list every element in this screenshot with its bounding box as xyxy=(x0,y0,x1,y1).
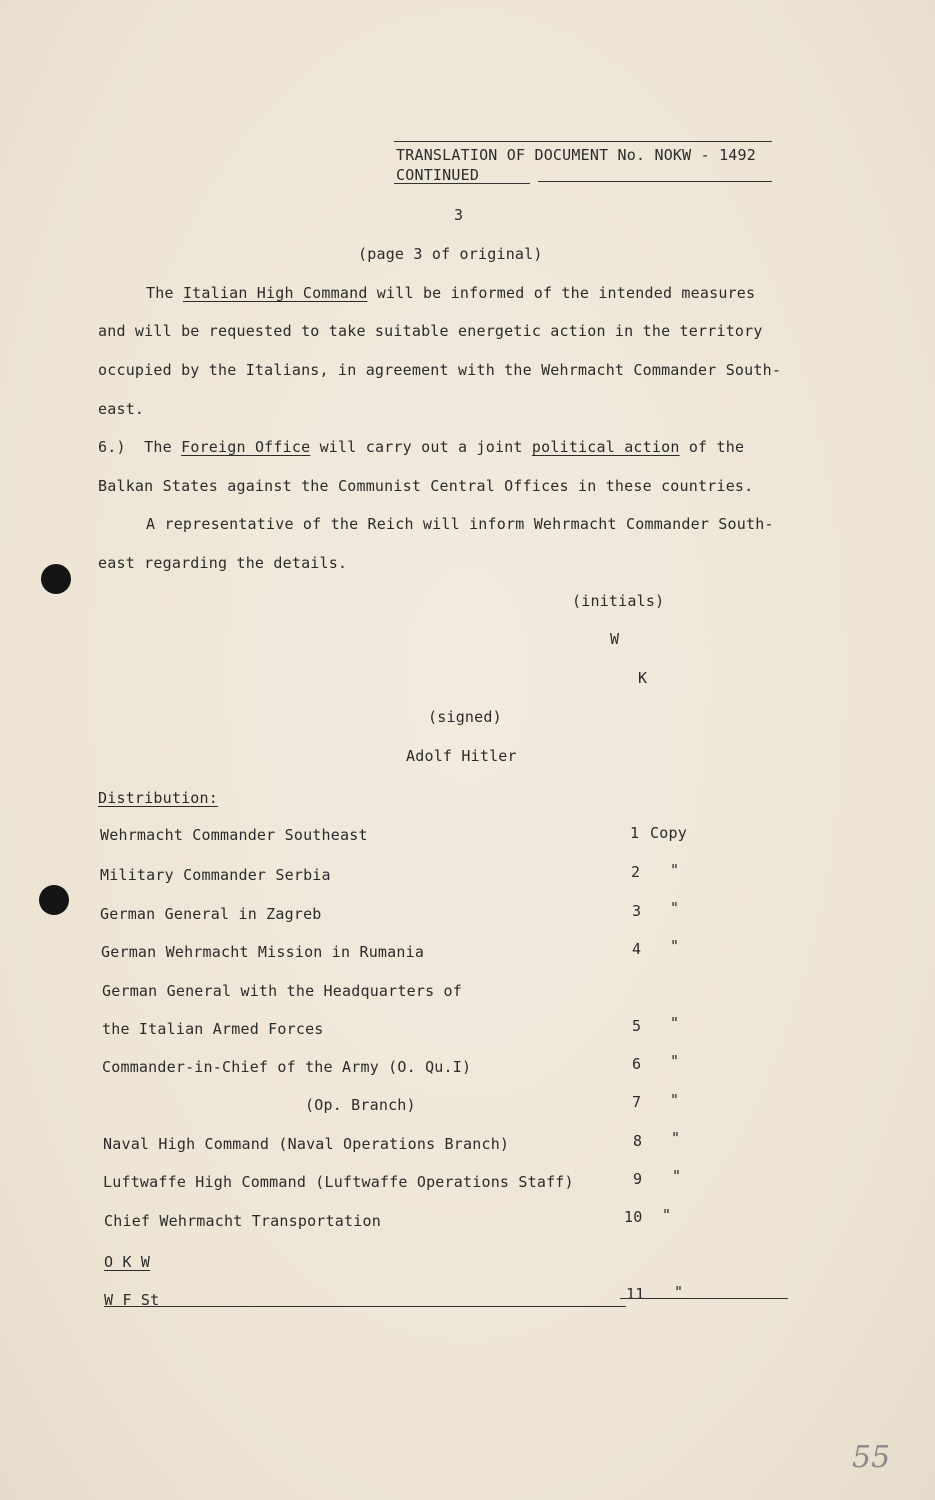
header-title: TRANSLATION OF DOCUMENT No. NOKW - 1492 xyxy=(396,146,756,164)
para2-l1-c: of the xyxy=(679,438,745,456)
dist-name: W F St xyxy=(104,1291,160,1309)
header-rule-right xyxy=(538,181,772,182)
para2-l1-b: will carry out a joint xyxy=(310,438,532,456)
dist-name: Luftwaffe High Command (Luftwaffe Operations Staff) xyxy=(103,1173,574,1191)
dist-name: Chief Wehrmacht Transportation xyxy=(104,1212,381,1230)
signature-name: Adolf Hitler xyxy=(406,747,517,765)
para3-line2: east regarding the details. xyxy=(98,554,348,572)
dist-unit: " xyxy=(670,1091,680,1109)
header-rule-top xyxy=(394,141,772,142)
para1-line1 xyxy=(146,284,755,302)
para1-line1-pre: The xyxy=(146,284,183,302)
punch-hole-bottom xyxy=(39,885,69,915)
para3-line1: A representative of the Reich will inform Wehrmacht Commander South- xyxy=(146,515,774,533)
folio-number: 55 xyxy=(852,1440,891,1475)
initial-k: K xyxy=(638,669,648,687)
dist-name: (Op. Branch) xyxy=(305,1096,416,1114)
para1-line1-post: will be informed of the intended measures xyxy=(367,284,756,302)
dist-num: 6 xyxy=(632,1055,642,1073)
closing-rule-left xyxy=(104,1306,626,1307)
para2-line2: Balkan States against the Communist Central Offices in these countries. xyxy=(98,477,754,495)
dist-num: 10 xyxy=(624,1208,643,1226)
dist-unit: " xyxy=(670,861,680,879)
dist-unit: " xyxy=(670,1052,680,1070)
dist-name: German Wehrmacht Mission in Rumania xyxy=(101,943,425,961)
dist-num: 11 xyxy=(626,1285,645,1303)
distribution-heading: Distribution: xyxy=(98,789,218,807)
page-number: 3 xyxy=(454,206,464,224)
punch-hole-top xyxy=(41,564,71,594)
dist-name: O K W xyxy=(104,1253,151,1271)
para2-number: 6.) xyxy=(98,438,126,456)
dist-num: 9 xyxy=(633,1170,643,1188)
para1-line4: east. xyxy=(98,400,145,418)
initials-label: (initials) xyxy=(572,592,665,610)
dist-name: German General in Zagreb xyxy=(100,905,322,923)
dist-num: 3 xyxy=(632,902,642,920)
dist-unit: " xyxy=(670,899,680,917)
foreign-office: Foreign Office xyxy=(181,438,311,456)
page-note: (page 3 of original) xyxy=(358,245,543,263)
dist-num: 1 xyxy=(630,824,640,842)
dist-unit: " xyxy=(662,1206,672,1224)
italian-high-command: Italian High Command xyxy=(182,284,368,302)
para2-line1 xyxy=(98,438,744,456)
signed-label: (signed) xyxy=(428,708,502,726)
para1-line2: and will be requested to take suitable energetic action in the territory xyxy=(98,322,763,340)
dist-name: the Italian Armed Forces xyxy=(102,1020,324,1038)
dist-name: Naval High Command (Naval Operations Branch) xyxy=(103,1135,510,1153)
dist-unit: " xyxy=(671,1129,681,1147)
closing-rule-right xyxy=(620,1298,788,1299)
dist-name: Wehrmacht Commander Southeast xyxy=(100,826,368,844)
dist-num: 7 xyxy=(632,1093,642,1111)
para1-line3: occupied by the Italians, in agreement with the Wehrmacht Commander South- xyxy=(98,361,782,379)
header-rule-left xyxy=(394,183,530,184)
political-action: political action xyxy=(531,438,680,456)
dist-unit: " xyxy=(670,1014,680,1032)
dist-name: Military Commander Serbia xyxy=(100,866,331,884)
dist-num: 2 xyxy=(631,863,641,881)
header-continued: CONTINUED xyxy=(396,166,480,184)
dist-num: 4 xyxy=(632,940,642,958)
dist-num: 5 xyxy=(632,1017,642,1035)
initial-w: W xyxy=(610,630,620,648)
dist-name: German General with the Headquarters of xyxy=(102,982,462,1000)
para2-l1-a: The xyxy=(144,438,182,456)
dist-unit: " xyxy=(670,937,680,955)
dist-unit: Copy xyxy=(650,824,687,842)
dist-unit: " xyxy=(672,1167,682,1185)
dist-unit: " xyxy=(674,1283,684,1301)
dist-num: 8 xyxy=(633,1132,643,1150)
dist-name: Commander-in-Chief of the Army (O. Qu.I) xyxy=(102,1058,472,1076)
